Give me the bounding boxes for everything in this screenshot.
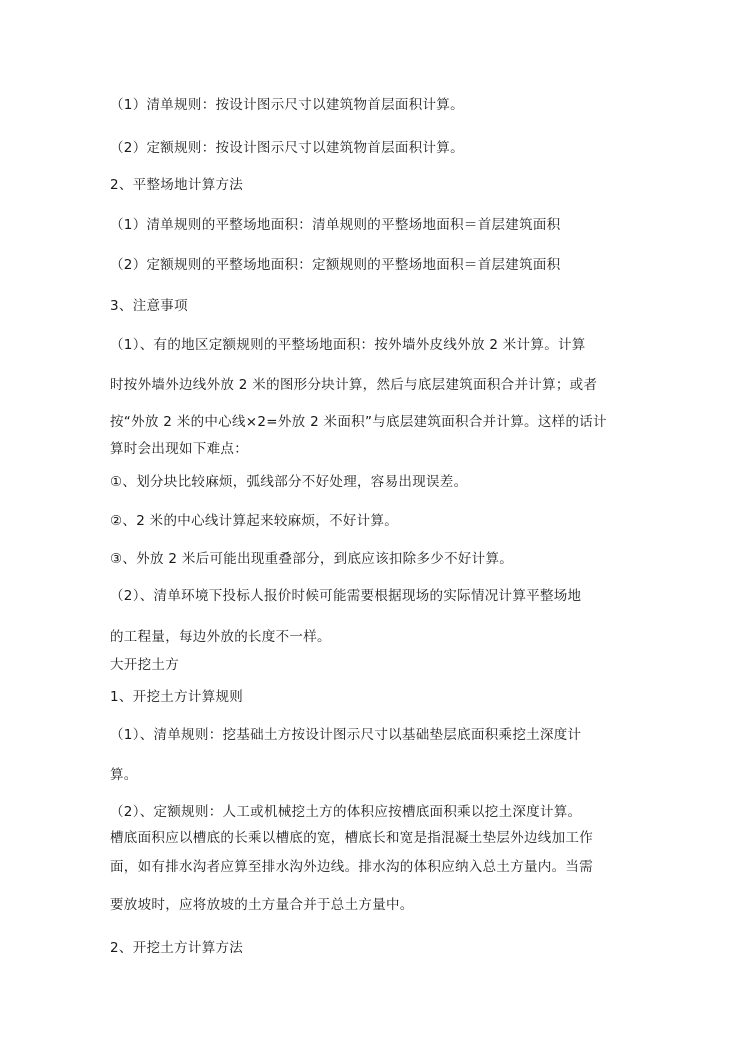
text-line: 槽底面积应以槽底的长乘以槽底的宽，槽底长和宽是指混凝土垫层外边线加工作 bbox=[110, 830, 593, 846]
text-line: （1）、有的地区定额规则的平整场地面积：按外墙外皮线外放 2 米计算。计算 bbox=[110, 337, 586, 353]
section-heading: 1、开挖土方计算规则 bbox=[110, 689, 244, 705]
text-line: 要放坡时，应将放坡的土方量合并于总土方量中。 bbox=[110, 897, 414, 913]
text-line: （2）、定额规则：人工或机械挖土方的体积应按槽底面积乘以挖土深度计算。 bbox=[110, 804, 582, 820]
text-line: （1）清单规则的平整场地面积：清单规则的平整场地面积＝首层建筑面积 bbox=[110, 217, 561, 233]
text-line: 算。 bbox=[110, 767, 138, 783]
text-line: （2）定额规则的平整场地面积：定额规则的平整场地面积＝首层建筑面积 bbox=[110, 257, 561, 273]
text-line: （2）、清单环境下投标人报价时候可能需要根据现场的实际情况计算平整场地 bbox=[110, 588, 582, 604]
text-line: （2）定额规则：按设计图示尺寸以建筑物首层面积计算。 bbox=[110, 140, 464, 156]
section-heading: 2、开挖土方计算方法 bbox=[110, 940, 244, 956]
text-line: （1）、清单规则：挖基础土方按设计图示尺寸以基础垫层底面积乘挖土深度计 bbox=[110, 727, 582, 743]
text-line: 的工程量，每边外放的长度不一样。 bbox=[110, 629, 331, 645]
section-heading: 3、注意事项 bbox=[110, 298, 188, 314]
text-line: （1）清单规则：按设计图示尺寸以建筑物首层面积计算。 bbox=[110, 97, 464, 113]
section-heading: 大开挖土方 bbox=[110, 657, 179, 673]
text-line: 面，如有排水沟者应算至排水沟外边线。排水沟的体积应纳入总土方量内。当需 bbox=[110, 859, 593, 875]
list-item: ③、外放 2 米后可能出现重叠部分，到底应该扣除多少不好计算。 bbox=[110, 551, 514, 567]
section-heading: 2、平整场地计算方法 bbox=[110, 177, 244, 193]
list-item: ②、2 米的中心线计算起来较麻烦，不好计算。 bbox=[110, 513, 399, 529]
list-item: ①、划分块比较麻烦，弧线部分不好处理，容易出现误差。 bbox=[110, 474, 468, 490]
text-line: 时按外墙外边线外放 2 米的图形分块计算，然后与底层建筑面积合并计算；或者 bbox=[110, 377, 598, 393]
text-line: 算时会出现如下难点： bbox=[110, 441, 248, 457]
text-line: 按“外放 2 米的中心线×2=外放 2 米面积”与底层建筑面积合并计算。这样的话计 bbox=[110, 414, 607, 430]
